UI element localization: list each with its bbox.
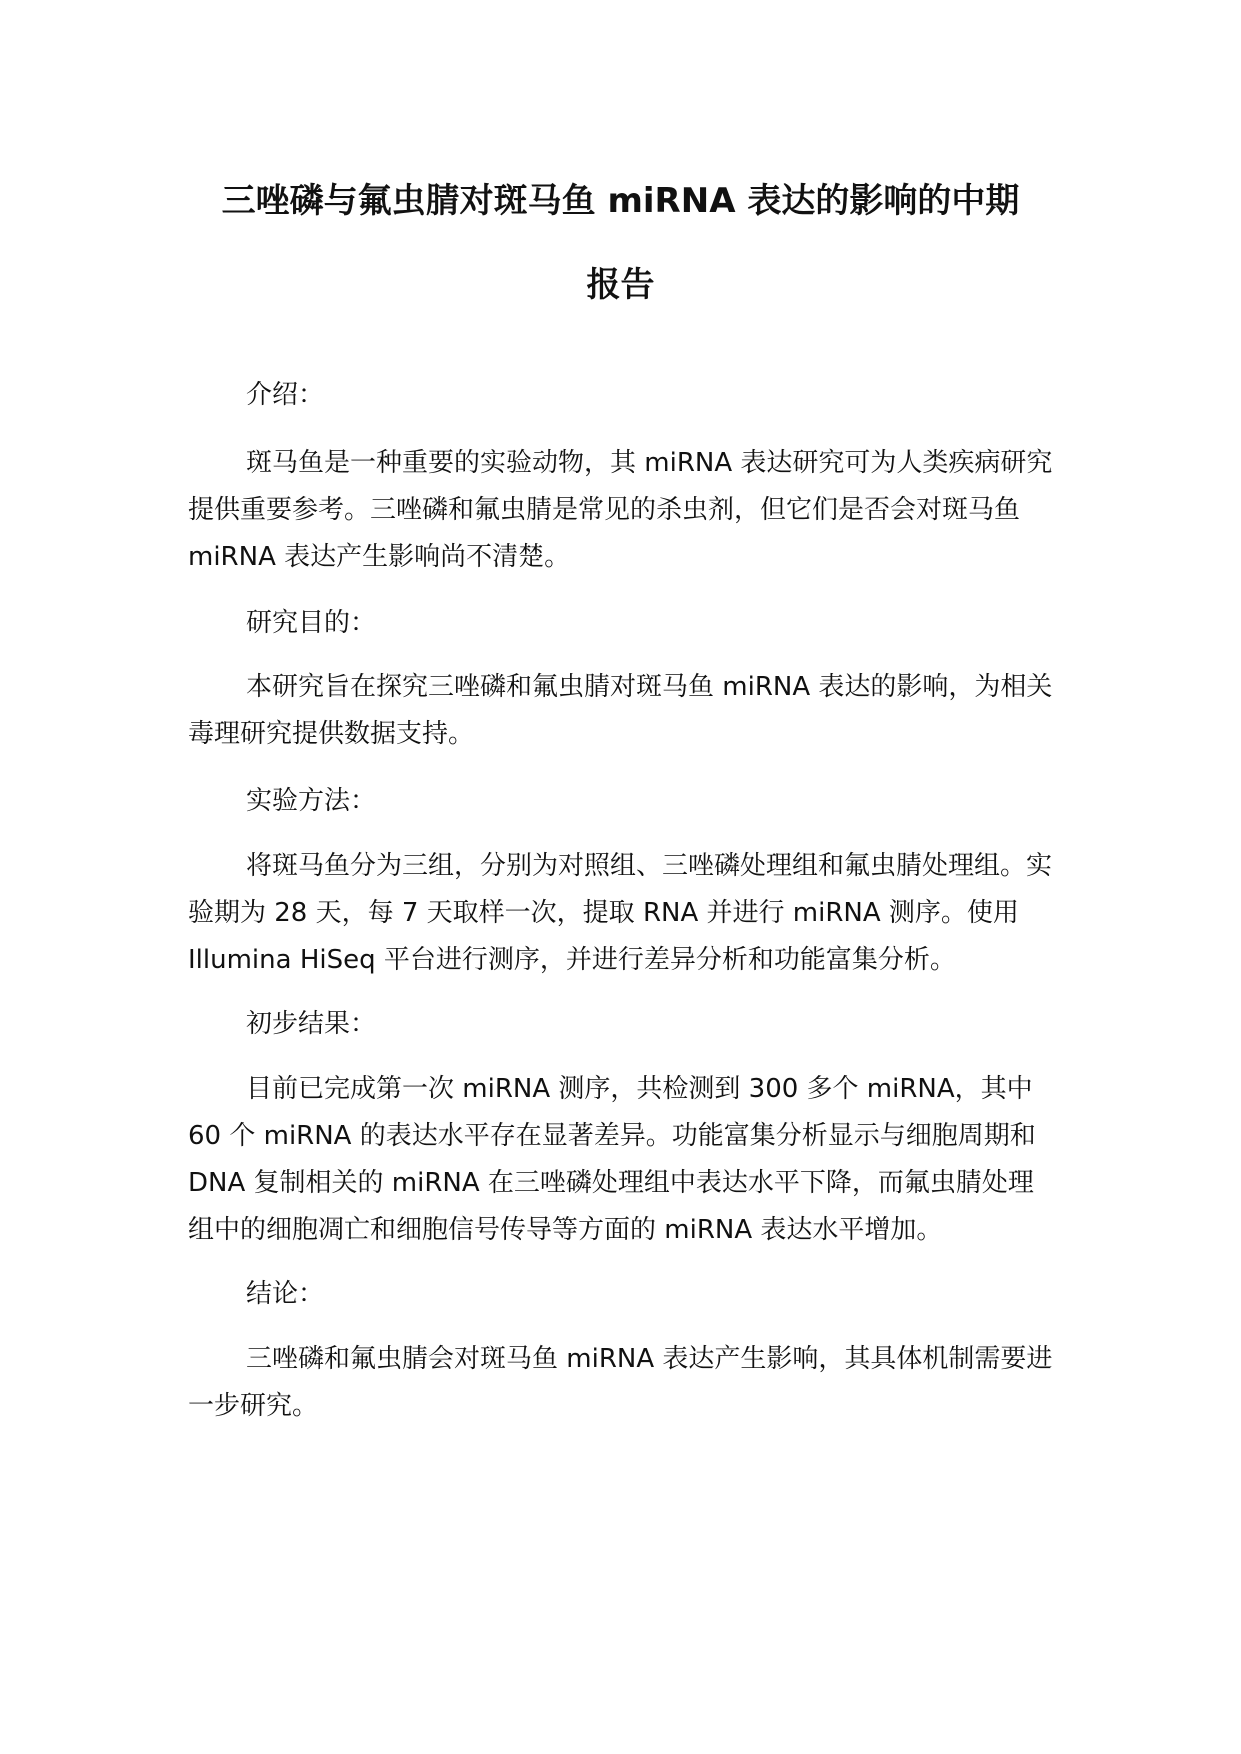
section-body-objective: 本研究旨在探究三唑磷和氟虫腈对斑马鱼 miRNA 表达的影响，为相关毒理研究提供数据支持。 [188, 672, 1053, 749]
document-title-line-1: 三唑磷与氟虫腈对斑马鱼 miRNA 表达的影响的中期 [221, 181, 1020, 221]
document-title-line-2: 报告 [586, 265, 655, 305]
section-body-introduction: 斑马鱼是一种重要的实验动物，其 miRNA 表达研究可为人类疾病研究提供重要参考。三唑磷和氟虫腈是常见的杀虫剂，但它们是否会对斑马鱼 miRNA 表达产生影响尚不清楚。 [188, 448, 1053, 572]
section-heading-preliminary-results: 初步结果： [246, 1009, 377, 1039]
section-heading-methods: 实验方法： [246, 786, 377, 816]
section-body-conclusion: 三唑磷和氟虫腈会对斑马鱼 miRNA 表达产生影响，其具体机制需要进一步研究。 [188, 1344, 1053, 1421]
section-heading-introduction: 介绍： [246, 380, 325, 410]
section-body-methods: 将斑马鱼分为三组，分别为对照组、三唑磷处理组和氟虫腈处理组。实验期为 28 天，每 7 天取样一次，提取 RNA 并进行 miRNA 测序。使用 Illumina HiSeq 平台进行测序，并进行差异分析和功能富集分析。 [188, 851, 1053, 975]
section-body-preliminary-results: 目前已完成第一次 miRNA 测序，共检测到 300 多个 miRNA，其中 60 个 miRNA 的表达水平存在显著差异。功能富集分析显示与细胞周期和 DNA 复制相关的 miRNA 在三唑磷处理组中表达水平下降，而氟虫腈处理组中的细胞凋亡和细胞信号传导等方面的 miRNA 表达水平增加。 [188, 1074, 1036, 1245]
section-heading-objective: 研究目的： [246, 608, 377, 638]
section-heading-conclusion: 结论： [246, 1279, 325, 1309]
